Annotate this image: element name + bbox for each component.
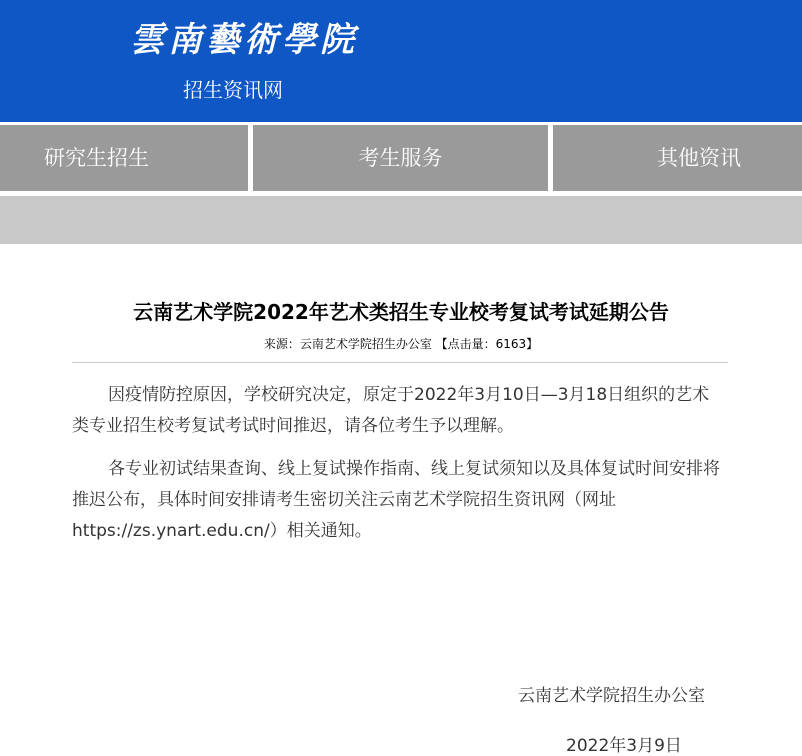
paragraph: 各专业初试结果查询、线上复试操作指南、线上复试须知以及具体复试时间安排将推迟公布，具体时间安排请考生密切关注云南艺术学院招生资讯网（网址https://zs.ynart.edu.cn/）相关通知。 bbox=[72, 459, 720, 541]
site-header bbox=[0, 0, 802, 122]
article-meta: 来源：云南艺术学院招生办公室 【点击量：6163】 bbox=[263, 337, 539, 351]
article-body bbox=[72, 380, 722, 559]
article-date: 2022年3月9日 bbox=[566, 736, 682, 756]
article-signature: 云南艺术学院招生办公室 bbox=[518, 686, 705, 706]
site-subtitle: 招生资讯网 bbox=[183, 78, 283, 102]
nav-item-other-news[interactable]: 其他资讯 bbox=[553, 125, 802, 191]
article-title: 云南艺术学院2022年艺术类招生专业校考复试考试延期公告 bbox=[133, 300, 669, 324]
breadcrumb-bar bbox=[0, 196, 802, 244]
school-logo[interactable]: 雲南藝術學院 bbox=[130, 20, 358, 60]
nav-item-graduate-admissions[interactable]: 研究生招生 bbox=[0, 125, 248, 191]
paragraph: 因疫情防控原因，学校研究决定，原定于2022年3月10日—3月18日组织的艺术类专业招生校考复试考试时间推迟，请各位考生予以理解。 bbox=[72, 385, 710, 436]
main-nav bbox=[0, 125, 802, 193]
nav-item-applicant-services[interactable]: 考生服务 bbox=[253, 125, 548, 191]
divider bbox=[72, 362, 728, 363]
